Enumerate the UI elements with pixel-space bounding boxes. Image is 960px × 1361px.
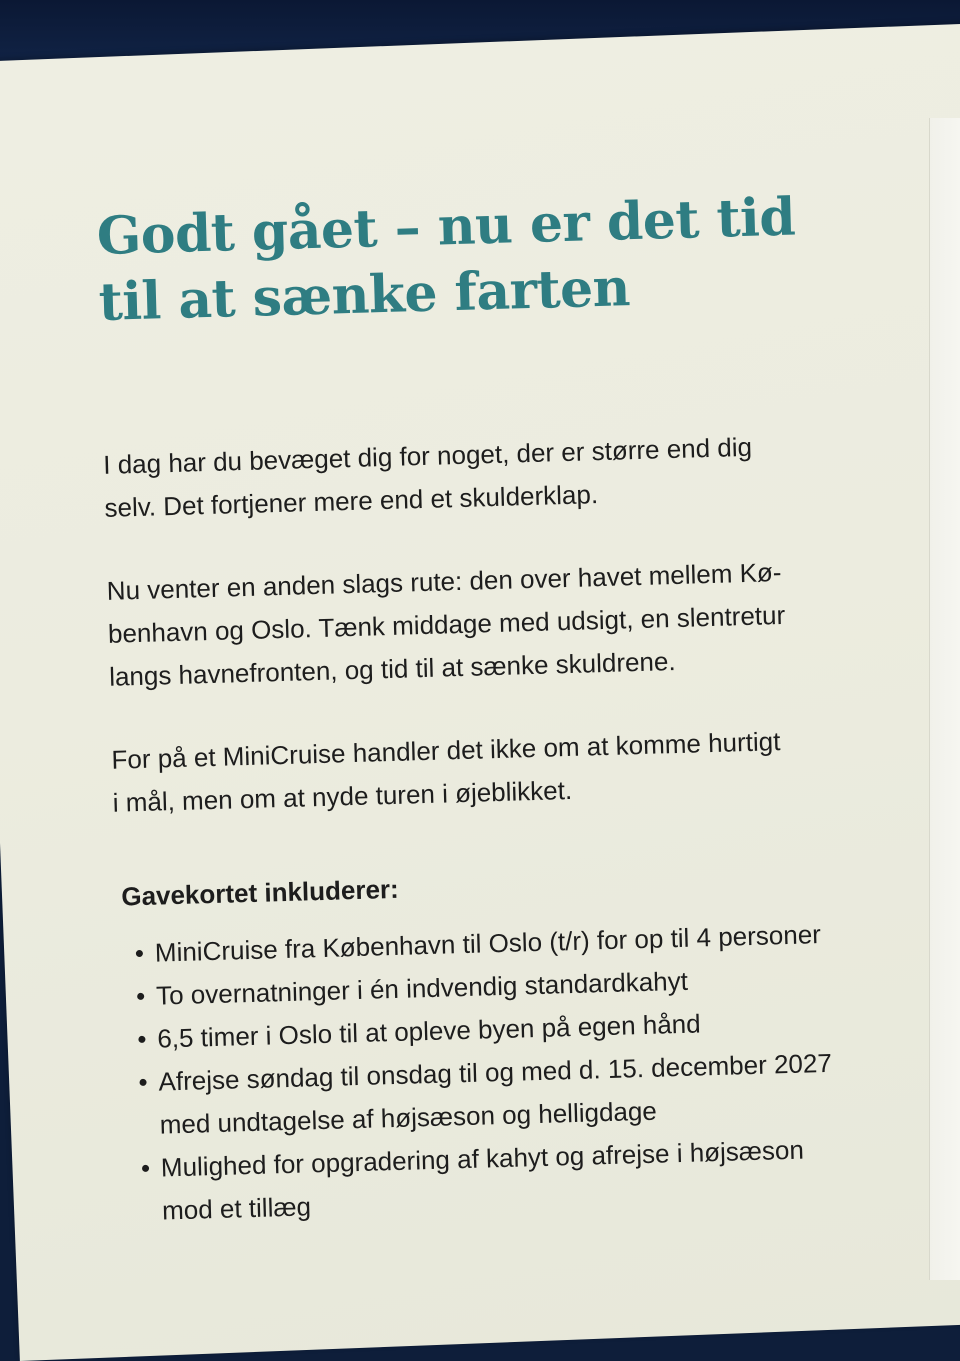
list-item-text: Mulighed for opgradering af kahyt og afrejse i højsæson — [160, 1134, 805, 1183]
includes-list — [116, 910, 924, 1233]
text-line: I dag har du bevæget dig for noget, der er større end dig — [102, 431, 753, 480]
list-item-text: med undtagelse af højsæson og helligdage — [159, 1095, 658, 1140]
text-line: langs havnefronten, og tid til at sænke skuldrene. — [108, 646, 676, 692]
list-item-text: mod et tillæg — [161, 1191, 312, 1226]
bullet-icon: • — [135, 980, 146, 1012]
bullet-icon: • — [140, 1152, 151, 1184]
title-line-1: Godt gået – nu er det tid — [96, 186, 796, 267]
page-content — [96, 182, 924, 1234]
route-paragraph — [106, 548, 909, 699]
list-item-text: To overnatninger i én indvendig standardkahyt — [155, 965, 689, 1011]
bullet-icon: • — [134, 937, 145, 969]
bullet-icon: • — [138, 1066, 149, 1098]
title-line-2: til at sænke farten — [97, 257, 631, 333]
list-item-text: MiniCruise fra København til Oslo (t/r) for op til 4 personer — [154, 919, 822, 968]
page-edge — [929, 118, 960, 1280]
text-line: benhavn og Oslo. Tænk middage med udsigt, en slentretur — [107, 599, 786, 649]
text-line: For på et MiniCruise handler det ikke om at komme hurtigt — [111, 726, 781, 775]
bullet-icon: • — [136, 1023, 147, 1055]
list-item-text: Afrejse søndag til onsdag til og med d. 15. december 2027 — [158, 1047, 833, 1097]
text-line: i mål, men om at nyde turen i øjeblikket. — [112, 774, 573, 818]
intro-paragraph — [103, 422, 905, 530]
page-title — [96, 182, 899, 336]
minicruise-paragraph — [111, 716, 913, 824]
text-line: selv. Det fortjener mere end et skulderklap. — [104, 479, 599, 523]
list-heading: Gavekortet inkluderer: — [120, 873, 400, 912]
text-line: Nu venter en anden slags rute: den over havet mellem Kø- — [106, 557, 782, 606]
list-item-text: 6,5 timer i Oslo til at opleve byen på egen hånd — [156, 1008, 701, 1054]
